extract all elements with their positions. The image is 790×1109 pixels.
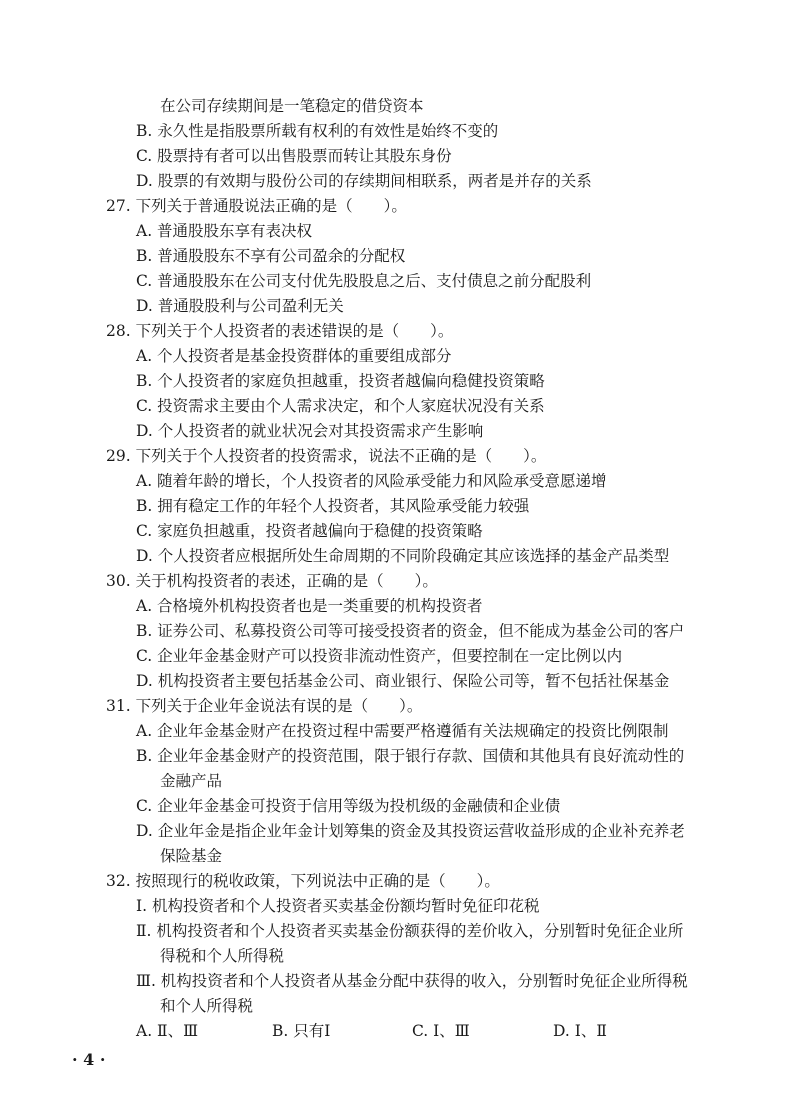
question-31-option-b-continuation: 金融产品: [160, 772, 223, 790]
question-30-stem: 30. 关于机构投资者的表述，正确的是（ ）。: [106, 572, 438, 590]
question-31-option-d: D. 企业年金是指企业年金计划筹集的资金及其投资运营收益形成的企业补充养老: [136, 822, 685, 840]
question-29-option-b: B. 拥有稳定工作的年轻个人投资者，其风险承受能力较强: [136, 497, 530, 515]
question-32-choice-b: B. 只有Ⅰ: [272, 1022, 331, 1040]
question-27-option-a: A. 普通股股东享有表决权: [136, 222, 313, 240]
question-31-option-a: A. 企业年金基金财产在投资过程中需要严格遵循有关法规确定的投资比例限制: [136, 722, 669, 740]
question-28-option-d: D. 个人投资者的就业状况会对其投资需求产生影响: [136, 422, 484, 440]
question-29-stem: 29. 下列关于个人投资者的投资需求，说法不正确的是（ ）。: [106, 447, 547, 465]
question-31-stem: 31. 下列关于企业年金说法有误的是（ ）。: [106, 697, 423, 715]
question-26-option-a-continuation: 在公司存续期间是一笔稳定的借贷资本: [160, 97, 424, 115]
question-27-stem: 27. 下列关于普通股说法正确的是（ ）。: [106, 197, 407, 215]
question-27-option-c: C. 普通股股东在公司支付优先股股息之后、支付债息之前分配股利: [136, 272, 592, 290]
question-31-option-d-continuation: 保险基金: [160, 847, 223, 865]
question-29-option-d: D. 个人投资者应根据所处生命周期的不同阶段确定其应该选择的基金产品类型: [136, 547, 670, 565]
question-27-option-b: B. 普通股股东不享有公司盈余的分配权: [136, 247, 406, 265]
question-27-option-d: D. 普通股股利与公司盈利无关: [136, 297, 344, 315]
question-31-option-b: B. 企业年金基金财产的投资范围，限于银行存款、国债和其他具有良好流动性的: [136, 747, 685, 765]
question-29-option-c: C. 家庭负担越重，投资者越偏向于稳健的投资策略: [136, 522, 483, 540]
question-32-statement-2: Ⅱ. 机构投资者和个人投资者买卖基金份额获得的差价收入，分别暂时免征企业所: [136, 922, 684, 940]
question-28-option-c: C. 投资需求主要由个人需求决定，和个人家庭状况没有关系: [136, 397, 545, 415]
question-26-option-c: C. 股票持有者可以出售股票而转让其股东身份: [136, 147, 452, 165]
question-30-option-a: A. 合格境外机构投资者也是一类重要的机构投资者: [136, 597, 483, 615]
question-26-option-b: B. 永久性是指股票所载有权利的有效性是始终不变的: [136, 122, 499, 140]
question-32-statement-1: Ⅰ. 机构投资者和个人投资者买卖基金份额均暂时免征印花税: [136, 897, 540, 915]
question-32-statement-3-continuation: 和个人所得税: [160, 997, 254, 1015]
question-32-stem: 32. 按照现行的税收政策，下列说法中正确的是（ ）。: [106, 872, 500, 890]
question-31-option-c: C. 企业年金基金可投资于信用等级为投机级的金融债和企业债: [136, 797, 561, 815]
question-28-option-a: A. 个人投资者是基金投资群体的重要组成部分: [136, 347, 452, 365]
question-32-statement-3: Ⅲ. 机构投资者和个人投资者从基金分配中获得的收入，分别暂时免征企业所得税: [136, 972, 688, 990]
question-32-statement-2-continuation: 得税和个人所得税: [160, 947, 285, 965]
question-26-option-d: D. 股票的有效期与股份公司的存续期间相联系，两者是并存的关系: [136, 172, 592, 190]
question-28-option-b: B. 个人投资者的家庭负担越重，投资者越偏向稳健投资策略: [136, 372, 545, 390]
question-28-stem: 28. 下列关于个人投资者的表述错误的是（ ）。: [106, 322, 454, 340]
question-32-choice-a: A. Ⅱ、Ⅲ: [136, 1022, 199, 1040]
page-number: · 4 ·: [72, 1050, 106, 1069]
question-29-option-a: A. 随着年龄的增长，个人投资者的风险承受能力和风险承受意愿递增: [136, 472, 607, 490]
question-30-option-c: C. 企业年金基金财产可以投资非流动性资产，但要控制在一定比例以内: [136, 647, 623, 665]
question-32-choice-c: C. Ⅰ、Ⅲ: [412, 1022, 470, 1040]
question-32-choice-d: D. Ⅰ、Ⅱ: [553, 1022, 607, 1040]
question-30-option-b: B. 证券公司、私募投资公司等可接受投资者的资金，但不能成为基金公司的客户: [136, 622, 685, 640]
question-30-option-d: D. 机构投资者主要包括基金公司、商业银行、保险公司等，暂不包括社保基金: [136, 672, 670, 690]
